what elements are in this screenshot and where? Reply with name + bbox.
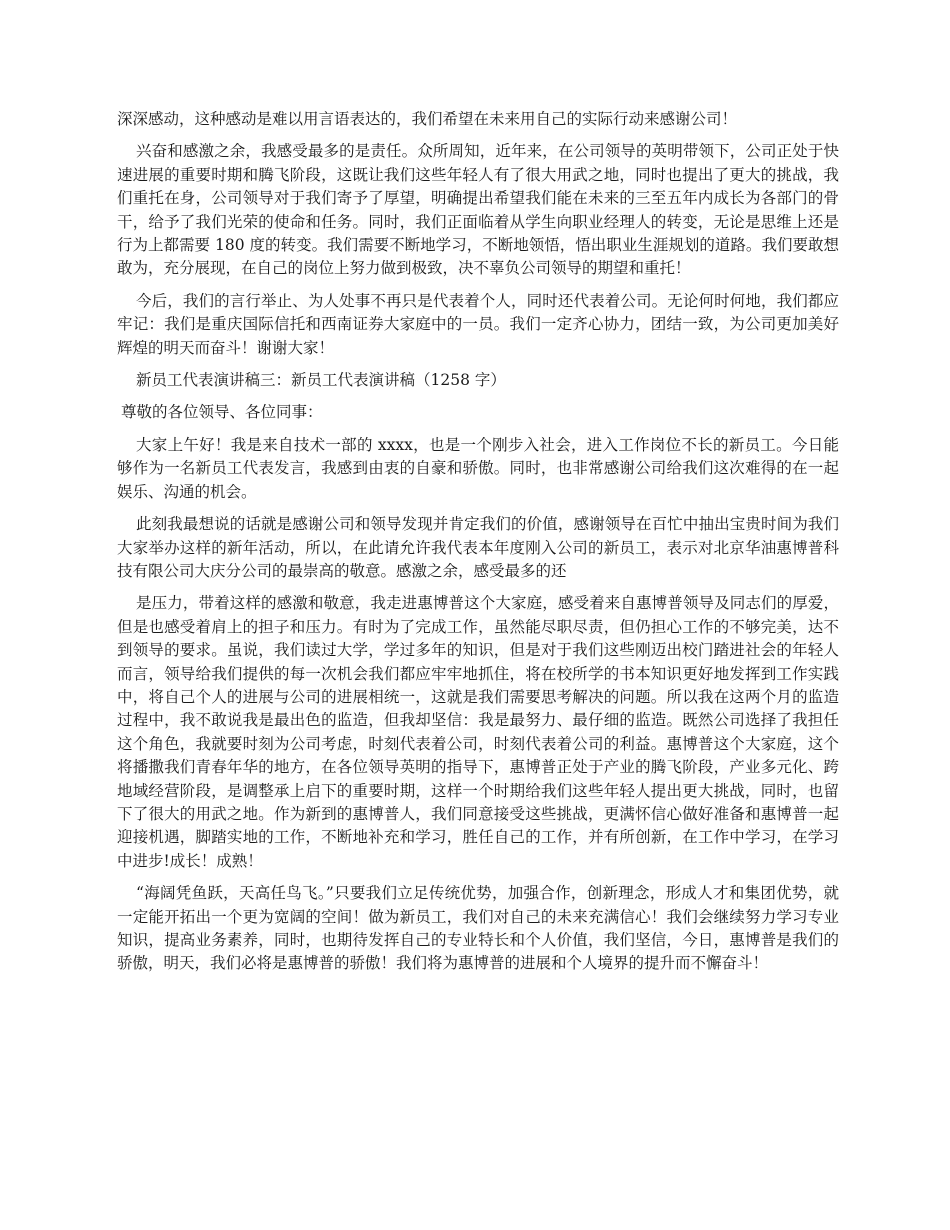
paragraph-closing: “海阔凭鱼跃，天高任鸟飞。”只要我们立足传统优势，加强合作，创新理念，形成人才和集团优势，就一定能开拓出一个更为宽阔的空间！做为新员工，我们对自己的未来充满信心！我们会继续努力学习专业知识，提高业务素养，同时，也期待发挥自己的专业特长和个人价值，我们坚信，今日，惠博普是我们的骄傲，明天，我们必将是惠博普的骄傲！我们将为惠博普的进展和个人境界的提升而不懈奋斗！ bbox=[117, 884, 839, 973]
salutation: 尊敬的各位领导、各位同事： bbox=[121, 403, 323, 422]
paragraph-pressure: 是压力，带着这样的感激和敬意，我走进惠博普这个大家庭，感受着来自惠博普领导及同志们的厚爱，但是也感受着肩上的担子和压力。有时为了完成工作，虽然能尽职尽责，但仍担心工作的不够完美，达不到领导的要求。虽说，我们读过大学，学过多年的知识，但是对于我们这些刚迈出校门踏进社会的年轻人而言，领导给我们提供的每一次机会我们都应牢牢地抓住，将在校所学的书本知识更好地发挥到工作实践中，将自己个人的进展与公司的进展相统一，这就是我们需要思考解决的问题。所以我在这两个月的监造过程中，我不敢说我是最出色的监造，但我却坚信：我是最努力、最仔细的监造。既然公司选择了我担任这个角色，我就要时刻为公司考虑，时刻代表着公司，时刻代表着公司的利益。惠博普这个大家庭，这个将播撒我们青春年华的地方，在各位领导英明的指导下，惠博普正处于产业的腾飞阶段，产业多元化、跨地域经营阶段，是调整承上启下的重要时期，这样一个时期给我们这些年轻人提出更大挑战，同时，也留下了很大的用武之地。作为新到的惠博普人，我们同意接受这些挑战，更满怀信心做好准备和惠博普一起迎接机遇，脚踏实地的工作，不断地补充和学习，胜任自己的工作，并有所创新，在工作中学习，在学习中进步!成长！成熟！ bbox=[117, 594, 839, 870]
paragraph-gratitude-closing: 深深感动，这种感动是难以用言语表达的，我们希望在未来用自己的实际行动来感谢公司！ bbox=[117, 110, 738, 128]
section-heading: 新员工代表演讲稿三：新员工代表演讲稿（1258 字） bbox=[136, 371, 506, 390]
paragraph-future-conduct: 今后，我们的言行举止、为人处事不再只是代表着个人，同时还代表着公司。无论何时何地，我们都应牢记：我们是重庆国际信托和西南证券大家庭中的一员。我们一定齐心协力，团结一致，为公司更加美好辉煌的明天而奋斗！谢谢大家！ bbox=[117, 291, 839, 357]
paragraph-responsibility: 兴奋和感激之余，我感受最多的是责任。众所周知，近年来，在公司领导的英明带领下，公司正处于快速进展的重要时期和腾飞阶段，这既让我们这些年轻人有了很大用武之地，同时也提出了更大的挑战，我们重托在身，公司领导对于我们寄予了厚望，明确提出希望我们能在未来的三至五年内成长为各部门的骨干，给予了我们光荣的使命和任务。同时，我们正面临着从学生向职业经理人的转变，无论是思维上还是行为上都需要 180 度的转变。我们需要不断地学习，不断地领悟，悟出职业生涯规划的道路。我们要敢想敢为，充分展现，在自己的岗位上努力做到极致，决不辜负公司领导的期望和重托！ bbox=[117, 142, 839, 278]
document-body bbox=[117, 108, 839, 985]
paragraph-thanks: 此刻我最想说的话就是感谢公司和领导发现并肯定我们的价值，感谢领导在百忙中抽出宝贵时间为我们大家举办这样的新年活动，所以，在此请允许我代表本年度刚入公司的新员工，表示对北京华油惠博普科技有限公司大庆分公司的最崇高的敬意。感激之余，感受最多的还 bbox=[117, 515, 839, 580]
paragraph-greeting: 大家上午好！我是来自技术一部的 xxxx，也是一个刚步入社会，进入工作岗位不长的新员工。今日能够作为一名新员工代表发言，我感到由衷的自豪和骄傲。同时，也非常感谢公司给我们这次难得的在一起娱乐、沟通的机会。 bbox=[117, 435, 839, 501]
